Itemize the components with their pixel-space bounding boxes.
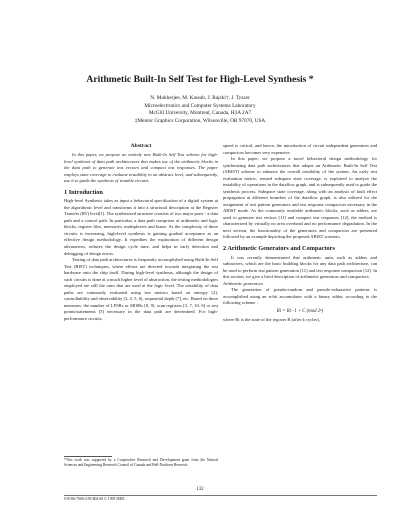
footnote-rule [64,456,112,457]
section-2-paragraph-2: The generation of pseudo-random and pseudo-exhaustive patterns is accomplished using an n-bit accumulator with a binary adder, according to the following scheme : [223,287,377,306]
right-paragraph-1: speed is critical, and hence, the introduction of circuit independent generators and compactors becomes very expensive. [223,143,377,155]
footnote: *This work was supported by a Cooperative Research and Development grant from the Natural Sciences and Engineering Research Council of Canada and Bell-Northern Research. [64,458,218,468]
section-2-paragraph-3: where Ri is the state of the register R (after k cycles), [223,316,320,322]
copyright-line: 0-8186-7000-2/95 $04.00 © 1995 IEEE [64,497,125,501]
right-column [223,143,377,323]
affiliation-line-1: Microelectronics and Computer Systems Laboratory [144,102,256,109]
left-column [64,143,218,322]
intro-paragraph-2: Testing of data path architectures is frequently accomplished using Built-In Self Test (BIST) techniques, where efforts are directed towards integrating the test hardware onto the chip itself. During high-level synthesis, although the design of such circuits is done at a much higher level of abstraction, the testing methodologies employed are still the ones that are used at the logic level. The testability of data paths are commonly evaluated using test metrics based on entropy [2], controllability and observability [3, 4, 5, 6], sequential depth [7], etc. Based on these measures, the number of LFSRs or MISRs [8, 9], scan registers [3, 7, 10, 6] or test points/statements [5] necessary in the data path are determined. For high-performance circuits, [64,257,218,321]
author-names: N. Mukherjee, M. Kassab, J. Rajski†, J. Tyszer [150,95,250,101]
section-1-heading: 1 Introduction [64,188,103,196]
affiliation-line-3: ‡Mentor Graphics Corporation, Wilsonville, OR 97070, USA [134,117,266,124]
intro-paragraph-1: High-level Synthesis takes as input a behavioral specification of a digital system at the algorithmic level and transforms it into a structural description at the Register Transfer (RT) level[1]. The synthesized structure consists of two major parts - a data path and a control path. In particular, a data path comprises of arithmetic and logic blocks, register files, memories, multiplexers and buses. As the complexity of these circuits is increasing, high-level synthesis is gaining gradual acceptance as an effective design methodology. It expedites the exploration of different design alternatives, reduces the design cycle time, and helps in early detection and debugging of design errors. [64,198,218,256]
abstract-text: In this paper, we propose an entirely new Built-In Self Test scheme for high-level synthesis of data path architectures that makes use of the arithmetic blocks in the data path to generate test vectors and compact test responses. The paper employs state coverage to evaluate testability in an abstract level, and subsequently, use it to guide the synthesis of testable circuits. [64,152,218,184]
right-paragraph-2: In this paper, we propose a novel behavioral design methodology for synthesizing data path architectures that adopts an Arithmetic Built-In Self Test (ABIST) scheme to enhance the overall testability of the system. An early test evaluation metric, termed subspace state coverage, is exploited to analyze the testability of operations in the dataflow graph, and is subsequently used to guide the synthesis process. Subspace state coverage, along with an analysis of fault effect propagation at different branches of the dataflow graph, is also utilized for the assignment of test pattern generators and test response compactors necessary in the ABIST mode. As the commonly available arithmetic blocks, such as adders, are used to generate test vectors [11] and compact test responses [12], the method is characterized by virtually no area overhead and no performance degradation. In the next section, the functionality of the generators and compactors are presented followed by an example depicting the proposed ABIST scenario. [223,156,377,240]
author-block [0,95,400,125]
abstract-heading: Abstract [130,143,152,149]
accumulator-equation: Ri = Ri−1 + C (mod 2ⁿ) [276,308,324,314]
section-2-heading: 2 Arithmetic Generators and Compactors [223,244,335,252]
bottom-rule [64,495,377,496]
section-2-paragraph-1: It was recently demonstrated that arithmetic units such as adders and subtracters, which are the basic building blocks for any data path architecture, can be used to perform test pattern generation [11] and test response compaction [12]. In this section, we give a brief description of arithmetic generators and compactors. [223,254,377,280]
paper-title: Arithmetic Built-In Self Test for High-Level Synthesis * [86,74,314,85]
arithmetic-generators-subheading: Arithmetic generators [223,280,264,286]
affiliation-line-2: McGill University, Montreal, Canada, H3A 2A7 [148,110,252,117]
page-number: 132 [196,487,204,492]
